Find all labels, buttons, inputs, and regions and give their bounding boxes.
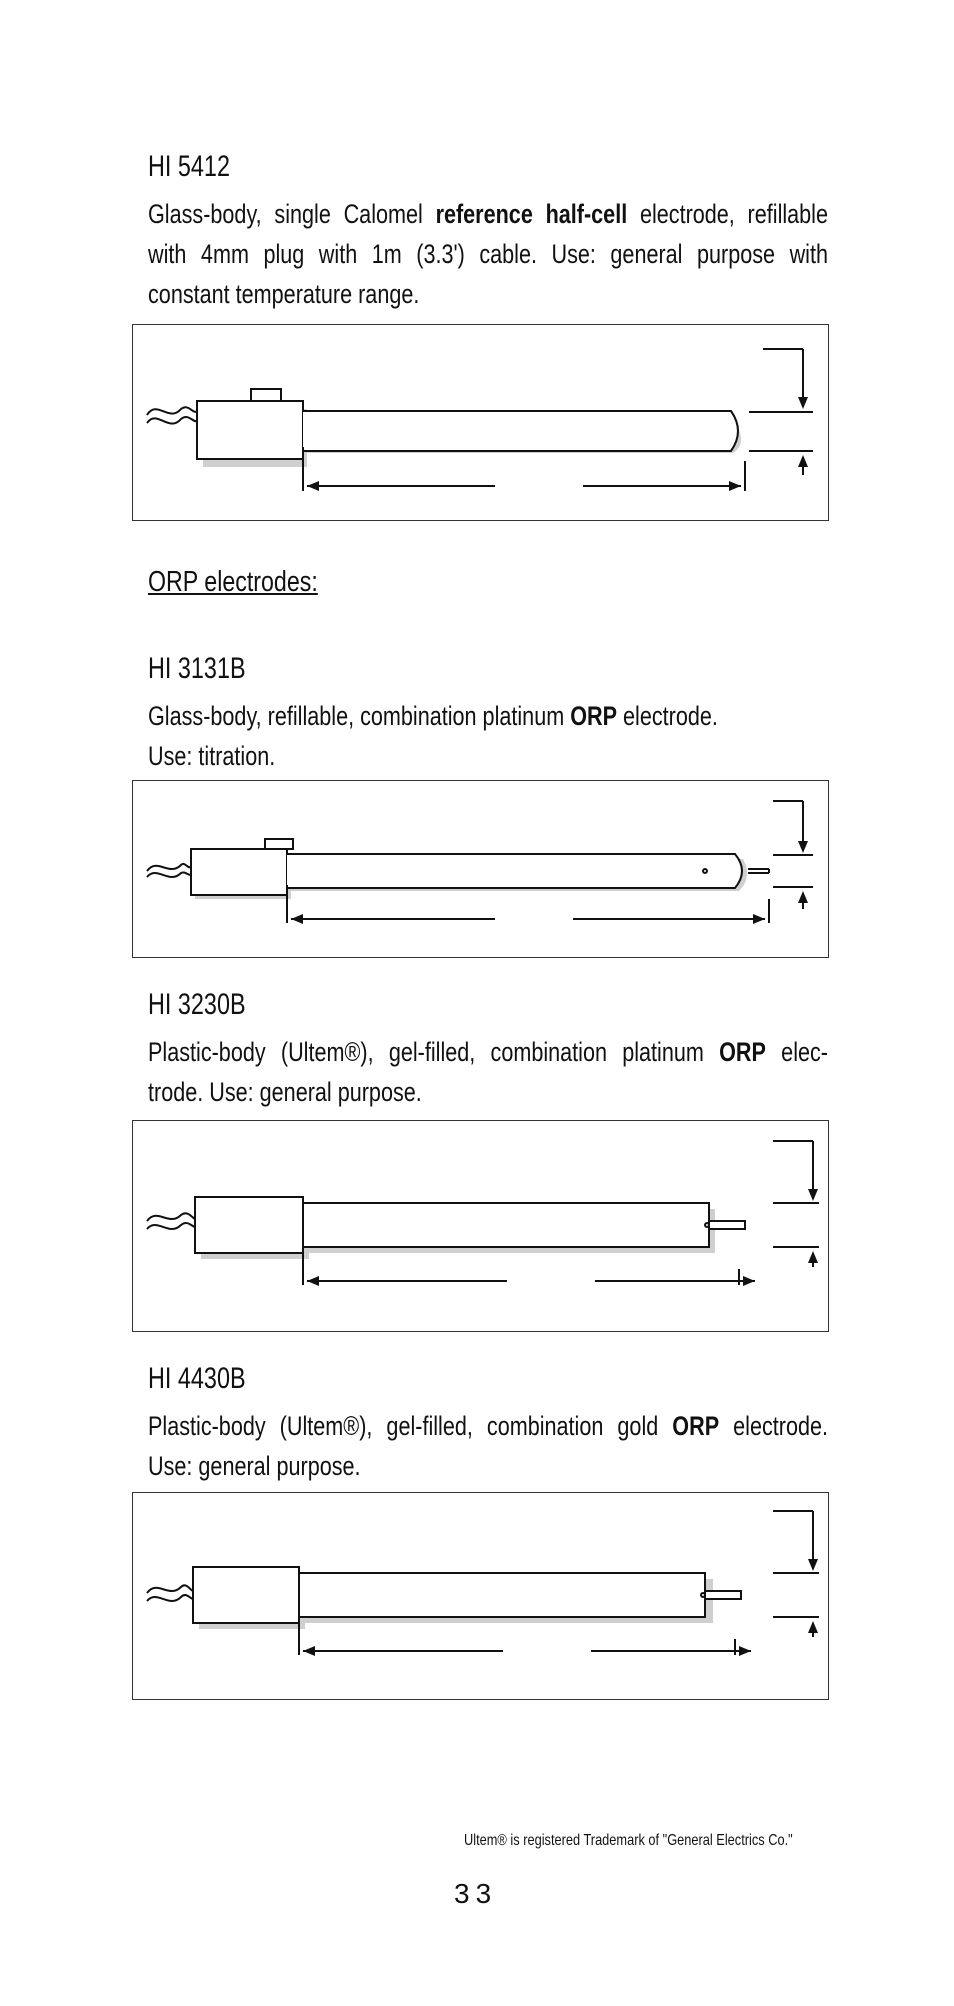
product-model-hi5412: HI 5412 — [148, 150, 230, 183]
electrode-drawing — [133, 325, 827, 519]
page-number: 33 — [454, 1878, 498, 1909]
electrode-diagram-hi3131b — [132, 780, 829, 958]
electrode-drawing — [133, 1121, 827, 1330]
electrode-diagram-hi4430b — [132, 1492, 829, 1700]
product-model-hi3131b: HI 3131B — [148, 652, 246, 685]
electrode-diagram-hi5412 — [132, 324, 829, 521]
electrode-drawing — [133, 1493, 827, 1698]
electrode-drawing — [133, 781, 827, 956]
product-description-hi4430b: Plastic-body (Ultem®), gel-filled, combination gold ORP electrode. Use: general purpose. — [148, 1411, 829, 1481]
product-description-hi3230b: Plastic-body (Ultem®), gel-filled, combination platinum ORP elec- trode. Use: general purpose. — [148, 1037, 828, 1107]
product-description-hi5412: Glass-body, single Calomel reference half-cell electrode, refillable with 4mm plug with 1m (3.3') cable. Use: general purpose with constant temperature range. — [148, 199, 828, 309]
electrode-diagram-hi3230b — [132, 1120, 829, 1332]
product-model-hi4430b: HI 4430B — [148, 1362, 246, 1395]
trademark-footnote: Ultem® is registered Trademark of "General Electrics Co." — [464, 1832, 793, 1849]
product-description-hi3131b: Glass-body, refillable, combination platinum ORP electrode. Use: titration. — [148, 701, 718, 771]
product-model-hi3230b: HI 3230B — [148, 988, 246, 1021]
section-heading-orp: ORP electrodes: — [148, 566, 318, 598]
